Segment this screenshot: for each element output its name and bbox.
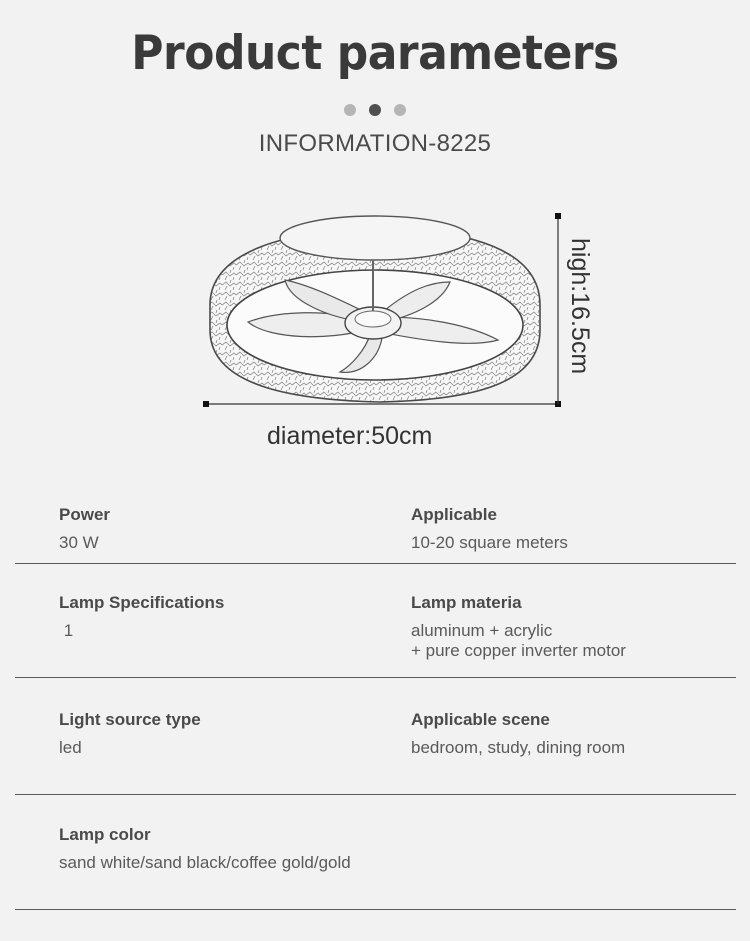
spec-cell-light-source-type xyxy=(59,708,389,758)
spec-cell-lamp-color xyxy=(59,823,659,873)
spec-value: aluminum + acrylic + pure copper inverter motor xyxy=(411,621,626,660)
spec-label: Lamp materia xyxy=(411,593,522,612)
carousel-dot[interactable] xyxy=(344,104,356,116)
row-divider xyxy=(15,677,736,678)
spec-label: Lamp Specifications xyxy=(59,593,225,612)
diameter-label: diameter:50cm xyxy=(267,422,433,450)
spec-label: Lamp color xyxy=(59,825,151,844)
spec-value: 10-20 square meters xyxy=(411,533,568,552)
spec-cell-lamp-material xyxy=(411,591,741,661)
spec-label: Light source type xyxy=(59,710,201,729)
spec-cell-lamp-specifications xyxy=(59,591,389,641)
row-divider xyxy=(15,563,736,564)
spec-value: bedroom, study, dining room xyxy=(411,738,626,757)
spec-value: 30 W xyxy=(59,533,99,552)
spec-value: led xyxy=(59,738,82,757)
spec-cell-power xyxy=(59,503,389,553)
row-divider xyxy=(15,794,736,795)
spec-cell-applicable xyxy=(411,503,741,553)
spec-label: Power xyxy=(59,505,111,524)
height-label: high:16.5cm xyxy=(566,238,594,375)
spec-cell-applicable-scene xyxy=(411,708,741,758)
spec-label: Applicable xyxy=(411,505,497,524)
page-title: Product parameters xyxy=(131,25,619,82)
carousel-dot-active[interactable] xyxy=(369,104,381,116)
model-subtitle: INFORMATION-8225 xyxy=(258,130,492,157)
ceiling-fan-lamp-drawing xyxy=(180,190,620,420)
spec-value: 1 xyxy=(59,621,74,640)
carousel-indicator xyxy=(344,103,406,117)
spec-value: sand white/sand black/coffee gold/gold xyxy=(59,853,351,872)
spec-label: Applicable scene xyxy=(411,710,550,729)
carousel-dot[interactable] xyxy=(394,104,406,116)
row-divider xyxy=(15,909,736,910)
lamp-top-rim xyxy=(280,216,470,260)
